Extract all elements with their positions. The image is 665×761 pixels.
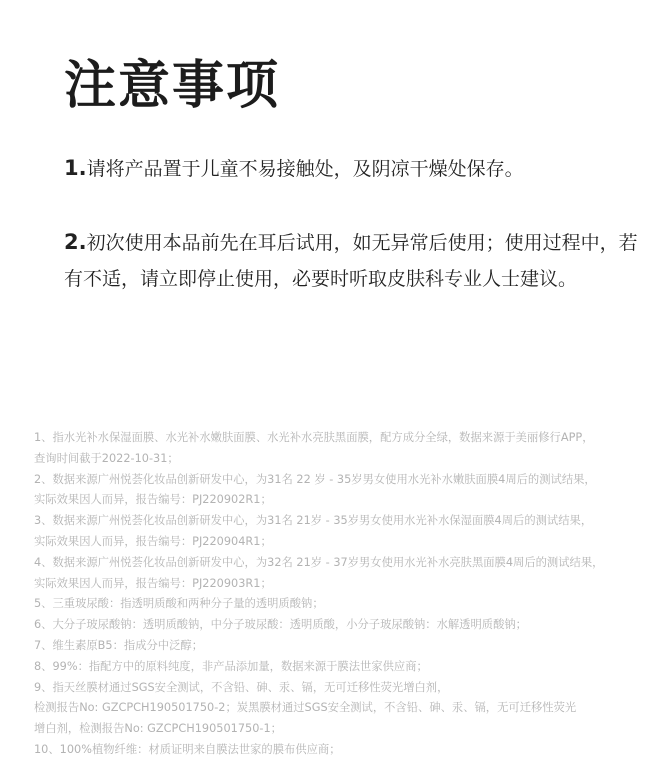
footnote-line: 实际效果因人而异，报告编号：PJ220903R1； (34, 576, 272, 590)
footnote-line: 5、三重玻尿酸：指透明质酸和两种分子量的透明质酸钠； (34, 597, 324, 611)
page-title: 注意事项 (64, 56, 281, 116)
footnote-line: 6、大分子玻尿酸钠：透明质酸钠，中分子玻尿酸：透明质酸，小分子玻尿酸钠：水解透明质酸钠； (34, 618, 527, 632)
note-text: 初次使用本品前先在耳后试用，如无异常后使用；使用过程中，若有不适，请立即停止使用，必要时听取皮肤科专业人士建议。 (64, 232, 638, 290)
footnotes (34, 428, 647, 761)
footnote-line: 10、100%植物纤维：材质证明来自膜法世家的膜布供应商； (34, 742, 341, 756)
note-text: 请将产品置于儿童不易接触处，及阴凉干燥处保存。 (86, 158, 524, 180)
footnote-line: 增白剂，检测报告No: GZCPCH190501750-1； (34, 722, 282, 736)
note-2 (64, 224, 645, 297)
footnote-line: 9、指天丝膜材通过SGS安全测试，不含铅、砷、汞、镉，无可迁移性荧光增白剂， (34, 680, 449, 694)
footnote-line: 实际效果因人而异，报告编号：PJ220902R1； (34, 493, 272, 507)
footnote-line: 3、数据来源广州悦荟化妆品创新研发中心，为31名 21岁 - 35岁男女使用水光补水保湿面膜4周后的测试结果， (34, 514, 593, 528)
footnote-line: 7、维生素原B5：指成分中泛醇； (34, 638, 203, 652)
note-1 (64, 150, 645, 187)
note-number: 1. (64, 156, 87, 180)
footnote-line: 查询时间截于2022-10-31； (34, 451, 179, 465)
footnote-line: 1、指水光补水保湿面膜、水光补水嫩肤面膜、水光补水亮肤黑面膜，配方成分全绿，数据来源于美丽修行APP， (34, 431, 594, 444)
note-number: 2. (64, 230, 87, 254)
footnote-line: 2、数据来源广州悦荟化妆品创新研发中心，为31名 22 岁 - 35岁男女使用水光补水嫩肤面膜4周后的测试结果， (34, 472, 596, 486)
footnote-line: 4、数据来源广州悦荟化妆品创新研发中心，为32名 21岁 - 37岁男女使用水光补水亮肤黑面膜4周后的测试结果， (34, 555, 604, 569)
footnote-line: 8、99%：指配方中的原料纯度，非产品添加量，数据来源于膜法世家供应商； (34, 659, 428, 673)
footnote-line: 实际效果因人而异，报告编号：PJ220904R1； (34, 534, 272, 548)
footnote-line: 检测报告No: GZCPCH190501750-2；炭黑膜材通过SGS安全测试，不含铅、砷、汞、镉，无可迁移性荧光 (34, 701, 577, 715)
